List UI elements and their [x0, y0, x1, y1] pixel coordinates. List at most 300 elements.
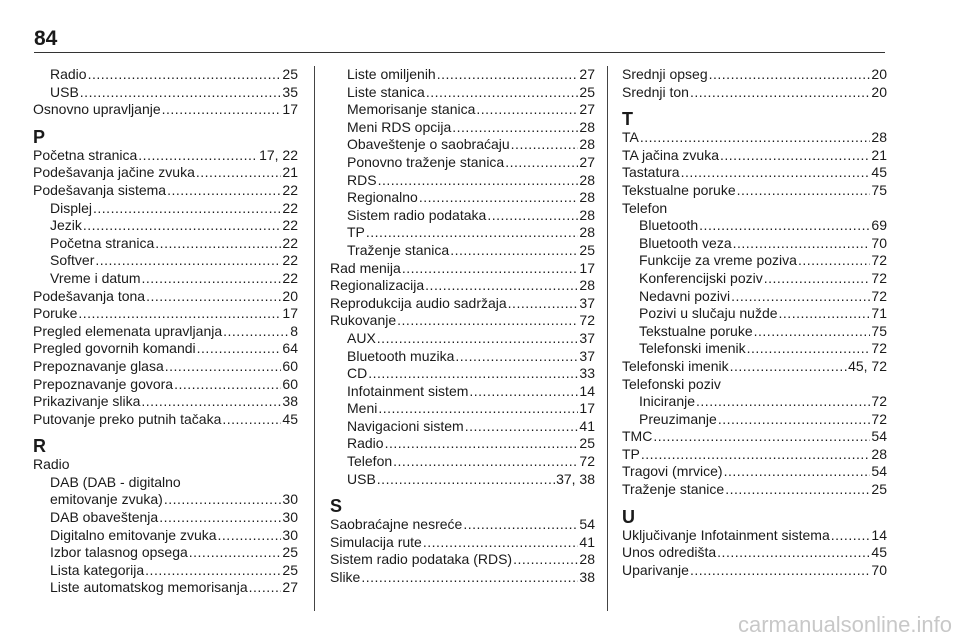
entry-page-ref: 69 [871, 217, 887, 234]
entry-term: TA jačina zvuka [622, 146, 720, 163]
entry-page-ref: 72 [871, 269, 887, 286]
entry-page-ref: 22 [282, 234, 298, 251]
entry-page-ref: 72 [579, 312, 595, 329]
entry-term: Poruke [33, 305, 78, 322]
entry-term: Početna stranica [33, 146, 138, 163]
entry-term: Izbor talasnog opsega [50, 544, 188, 561]
entry-page-ref: 20 [282, 287, 298, 304]
index-entry [33, 376, 298, 394]
entry-page-ref: 17 [282, 305, 298, 322]
entry-page-ref: 75 [871, 322, 887, 339]
entry-term: Unos odredišta [622, 544, 717, 561]
entry-term: Podešavanja jačine zvuka [33, 164, 195, 181]
entry-page-ref: 37 [579, 294, 595, 311]
dot-leader [426, 84, 579, 102]
dot-leader [508, 295, 579, 313]
entry-term: Regionalizacija [330, 277, 425, 294]
dot-leader [725, 481, 870, 499]
dot-leader [366, 224, 579, 242]
index-entry [33, 340, 298, 358]
dot-leader [155, 235, 281, 253]
entry-term: Jezik [50, 217, 82, 234]
index-column-3 [622, 66, 887, 579]
index-subentry [33, 217, 298, 235]
index-entry [622, 428, 887, 446]
entry-term: Iniciranje [639, 393, 696, 410]
entry-page-ref: 22 [282, 269, 298, 286]
entry-term: TP [622, 445, 640, 462]
index-subentry [330, 330, 595, 348]
index-entry [622, 200, 887, 218]
entry-page-ref: 20 [871, 83, 887, 100]
dot-leader [476, 101, 578, 119]
entry-page-ref: 28 [579, 551, 595, 568]
index-letter-heading: U [622, 506, 635, 527]
entry-term: Telefonski poziv [622, 375, 721, 392]
entry-page-ref: 28 [579, 189, 595, 206]
entry-page-ref: 37, 38 [556, 470, 595, 487]
entry-page-ref: 28 [871, 129, 887, 146]
header-rule [34, 52, 885, 53]
entry-page-ref: 75 [871, 181, 887, 198]
entry-term: Regionalno [347, 189, 418, 206]
entry-page-ref: 17 [282, 101, 298, 118]
index-subentry [622, 323, 887, 341]
entry-term: Radio [33, 456, 70, 473]
index-letter-heading: S [330, 496, 343, 517]
index-entry [622, 182, 887, 200]
index-entry [622, 562, 887, 580]
entry-term: TA [622, 129, 639, 146]
index-subentry [330, 119, 595, 137]
entry-term: Radio [347, 435, 384, 452]
entry-page-ref: 41 [579, 533, 595, 550]
entry-page-ref: 25 [579, 83, 595, 100]
index-subentry [33, 562, 298, 580]
index-subentry [33, 474, 298, 492]
dot-leader [197, 340, 282, 358]
index-subentry [330, 418, 595, 436]
entry-term: Slike [330, 569, 361, 586]
index-subentry [330, 172, 595, 190]
entry-term: TP [347, 224, 365, 241]
index-subentry [330, 383, 595, 401]
dot-leader [764, 270, 871, 288]
index-entry [33, 393, 298, 411]
entry-term: Bluetooth veza [639, 234, 732, 251]
entry-page-ref: 22 [282, 217, 298, 234]
entry-page-ref: 41 [579, 417, 595, 434]
index-subentry [33, 527, 298, 545]
entry-page-ref: 14 [579, 382, 595, 399]
column-divider [607, 66, 608, 611]
entry-term: Pregled elemenata upravljanja [33, 322, 223, 339]
entry-term: CD [347, 365, 368, 382]
dot-leader [419, 189, 579, 207]
index-subentry [33, 84, 298, 102]
entry-page-ref: 70 [871, 561, 887, 578]
dot-leader [699, 217, 870, 235]
entry-term: Nedavni pozivi [639, 287, 731, 304]
index-entry [33, 358, 298, 376]
dot-leader [511, 136, 579, 154]
entry-term: Pregled govornih komandi [33, 340, 196, 357]
index-entry [622, 527, 887, 545]
dot-leader [641, 446, 871, 464]
entry-page-ref: 35 [282, 83, 298, 100]
index-entry [33, 164, 298, 182]
dot-leader [437, 66, 579, 84]
entry-page-ref: 60 [282, 357, 298, 374]
index-subentry [330, 136, 595, 154]
dot-leader [78, 305, 281, 323]
entry-page-ref: 71 [871, 305, 887, 322]
entry-page-ref: 37 [579, 347, 595, 364]
dot-leader [377, 330, 579, 348]
index-entry [622, 481, 887, 499]
entry-term: Uparivanje [622, 561, 689, 578]
entry-page-ref: 45 [282, 410, 298, 427]
entry-term: Podešavanja sistema [33, 181, 167, 198]
dot-leader [393, 453, 578, 471]
dot-leader [452, 119, 578, 137]
dot-leader [80, 84, 282, 102]
dot-leader [385, 435, 579, 453]
entry-term: Srednji opseg [622, 66, 708, 82]
index-subentry [33, 579, 298, 597]
index-column-2 [330, 66, 595, 587]
index-subentry [33, 235, 298, 253]
index-subentry [33, 491, 298, 509]
entry-term: DAB obaveštenja [50, 509, 159, 526]
entry-term: Bluetooth muzika [347, 347, 455, 364]
entry-page-ref: 25 [871, 481, 887, 498]
dot-leader [709, 66, 871, 84]
dot-leader [465, 418, 579, 436]
dot-leader [167, 182, 281, 200]
dot-leader [690, 562, 870, 580]
index-subentry [33, 252, 298, 270]
dot-leader [397, 312, 578, 330]
entry-page-ref: 27 [282, 579, 298, 596]
index-letter-heading: T [622, 109, 633, 130]
page-number: 84 [34, 27, 58, 50]
index-subentry [330, 365, 595, 383]
index-subentry [330, 471, 595, 489]
index-subentry [33, 66, 298, 84]
entry-term: Funkcije za vreme poziva [639, 252, 797, 269]
index-subentry [622, 288, 887, 306]
entry-term: Tekstualne poruke [622, 181, 736, 198]
entry-term: Meni RDS opcija [347, 118, 452, 135]
index-entry [33, 147, 298, 165]
entry-term: Podešavanja tona [33, 287, 146, 304]
entry-page-ref: 72 [871, 252, 887, 269]
index-entry [330, 534, 595, 552]
entry-term: emitovanje zvuka) [50, 491, 163, 508]
dot-leader [747, 340, 871, 358]
dot-leader [718, 411, 871, 429]
index-entry [330, 569, 595, 587]
index-entry [330, 312, 595, 330]
entry-term: Reprodukcija audio sadržaja [330, 294, 507, 311]
entry-page-ref: 45 [871, 164, 887, 181]
dot-leader [402, 260, 579, 278]
entry-page-ref: 25 [282, 561, 298, 578]
index-entry [622, 84, 887, 102]
entry-page-ref: 64 [282, 340, 298, 357]
dot-leader [640, 129, 871, 147]
entry-term: Softver [50, 252, 95, 269]
index-subentry [622, 393, 887, 411]
dot-leader [138, 147, 258, 165]
dot-leader [737, 182, 871, 200]
dot-leader [717, 544, 870, 562]
entry-page-ref: 22 [282, 199, 298, 216]
entry-page-ref: 38 [579, 569, 595, 586]
entry-term: Digitalno emitovanje zvuka [50, 526, 217, 543]
entry-page-ref: 70 [871, 234, 887, 251]
entry-term: Telefon [347, 453, 393, 470]
index-subentry [330, 84, 595, 102]
entry-term: Uključivanje Infotainment sistema [622, 526, 830, 543]
dot-leader [196, 164, 282, 182]
dot-leader [162, 101, 282, 119]
entry-term: Prikazivanje slika [33, 393, 141, 410]
entry-page-ref: 28 [579, 118, 595, 135]
entry-term: Tastatura [622, 164, 680, 181]
entry-term: Liste automatskog memorisanja [50, 579, 248, 596]
dot-leader [690, 84, 870, 102]
dot-leader [377, 471, 555, 489]
entry-term: Rukovanje [330, 312, 397, 329]
entry-page-ref: 45, 72 [848, 357, 887, 374]
index-subentry [33, 509, 298, 527]
entry-page-ref: 27 [579, 66, 595, 82]
entry-page-ref: 27 [579, 101, 595, 118]
entry-term: USB [50, 83, 79, 100]
entry-page-ref: 54 [871, 463, 887, 480]
entry-term: Sistem radio podataka [347, 206, 487, 223]
entry-term: TMC [622, 428, 653, 445]
dot-leader [145, 562, 281, 580]
index-subentry [33, 270, 298, 288]
dot-leader [378, 172, 579, 190]
entry-page-ref: 72 [871, 340, 887, 357]
entry-page-ref: 30 [282, 509, 298, 526]
index-entry [622, 164, 887, 182]
dot-leader [487, 207, 578, 225]
entry-page-ref: 28 [579, 136, 595, 153]
entry-term: AUX [347, 329, 376, 346]
entry-term: USB [347, 470, 376, 487]
entry-term: Ponovno traženje stanica [347, 153, 505, 170]
index-subentry [622, 217, 887, 235]
entry-term: Saobraćajne nesreće [330, 516, 463, 533]
entry-term: Liste omiljenih [347, 66, 436, 82]
dot-leader [93, 200, 281, 218]
entry-page-ref: 60 [282, 375, 298, 392]
index-entry [330, 260, 595, 278]
dot-leader [141, 393, 281, 411]
index-subentry [330, 101, 595, 119]
entry-term: Radio [50, 66, 87, 82]
dot-leader [505, 154, 578, 172]
dot-leader [681, 164, 871, 182]
index-subentry [622, 305, 887, 323]
index-entry [622, 66, 887, 84]
entry-term: Liste stanica [347, 83, 425, 100]
entry-term: Prepoznavanje govora [33, 375, 174, 392]
entry-page-ref: 8 [290, 322, 298, 339]
dot-leader [513, 551, 578, 569]
entry-page-ref: 28 [579, 277, 595, 294]
dot-leader [95, 252, 281, 270]
dot-leader [174, 376, 281, 394]
index-entry [33, 456, 298, 474]
index-subentry [330, 189, 595, 207]
index-subentry [330, 400, 595, 418]
dot-leader [159, 509, 281, 527]
index-column-1 [33, 66, 298, 597]
index-subentry [330, 348, 595, 366]
index-entry [33, 182, 298, 200]
watermark: carmanualsonline.info [737, 612, 952, 637]
dot-leader [368, 365, 578, 383]
dot-leader [222, 411, 281, 429]
entry-term: Preuzimanje [639, 410, 717, 427]
entry-page-ref: 21 [871, 146, 887, 163]
index-subentry [330, 66, 595, 84]
entry-page-ref: 21 [282, 164, 298, 181]
index-subentry [330, 435, 595, 453]
entry-term: Traženje stanica [347, 241, 450, 258]
index-entry [33, 101, 298, 119]
entry-term: Bluetooth [639, 217, 699, 234]
index-entry [330, 551, 595, 569]
index-entry [330, 295, 595, 313]
index-entry [33, 305, 298, 323]
dot-leader [223, 323, 289, 341]
entry-term: DAB (DAB - digitalno [50, 473, 181, 490]
index-entry [622, 463, 887, 481]
index-subentry [622, 411, 887, 429]
entry-term: Simulacija rute [330, 533, 422, 550]
entry-term: Telefonski imenik [639, 340, 746, 357]
column-divider [314, 66, 315, 611]
index-subentry [33, 544, 298, 562]
dot-leader [450, 242, 578, 260]
entry-term: Početna stranica [50, 234, 155, 251]
entry-page-ref: 22 [282, 252, 298, 269]
index-subentry [622, 252, 887, 270]
entry-term: Lista kategorija [50, 561, 145, 578]
entry-term: Obaveštenje o saobraćaju [347, 136, 510, 153]
index-subentry [330, 207, 595, 225]
dot-leader [733, 235, 871, 253]
entry-term: Meni [347, 400, 378, 417]
entry-term: Sistem radio podataka (RDS) [330, 551, 513, 568]
index-entry [622, 446, 887, 464]
entry-term: Tragovi (mrvice) [622, 463, 723, 480]
entry-term: Rad menija [330, 259, 401, 276]
index-entry [622, 376, 887, 394]
entry-page-ref: 25 [579, 241, 595, 258]
entry-page-ref: 22 [282, 181, 298, 198]
dot-leader [730, 358, 847, 376]
index-entry [622, 544, 887, 562]
dot-leader [724, 463, 871, 481]
entry-term: Pozivi u slučaju nužde [639, 305, 778, 322]
entry-term: Infotainment sistem [347, 382, 469, 399]
index-subentry [330, 224, 595, 242]
entry-term: Vreme i datum [50, 269, 141, 286]
index-entry [330, 516, 595, 534]
entry-page-ref: 17, 22 [259, 146, 298, 163]
dot-leader [831, 527, 871, 545]
entry-page-ref: 20 [871, 66, 887, 82]
entry-term: Memorisanje stanica [347, 101, 476, 118]
dot-leader [361, 569, 578, 587]
index-subentry [330, 242, 595, 260]
index-letter-heading: P [33, 126, 46, 147]
dot-leader [218, 527, 282, 545]
dot-leader [146, 288, 281, 306]
entry-term: Tekstualne poruke [639, 322, 753, 339]
index-entry [330, 277, 595, 295]
entry-page-ref: 25 [282, 66, 298, 82]
entry-page-ref: 25 [282, 544, 298, 561]
entry-page-ref: 72 [579, 453, 595, 470]
dot-leader [798, 252, 870, 270]
index-subentry [622, 340, 887, 358]
dot-leader [696, 393, 870, 411]
index-entry [33, 288, 298, 306]
entry-page-ref: 37 [579, 329, 595, 346]
index-subentry [330, 154, 595, 172]
index-entry [622, 147, 887, 165]
entry-term: Navigacioni sistem [347, 417, 464, 434]
dot-leader [731, 288, 870, 306]
entry-term: Putovanje preko putnih tačaka [33, 410, 222, 427]
entry-term: RDS [347, 171, 377, 188]
index-subentry [330, 453, 595, 471]
dot-leader [142, 270, 282, 288]
entry-page-ref: 33 [579, 365, 595, 382]
dot-leader [164, 491, 282, 509]
entry-page-ref: 27 [579, 153, 595, 170]
dot-leader [754, 323, 871, 341]
dot-leader [378, 400, 578, 418]
dot-leader [88, 66, 282, 84]
entry-page-ref: 30 [282, 526, 298, 543]
entry-page-ref: 17 [579, 259, 595, 276]
dot-leader [653, 428, 870, 446]
entry-page-ref: 28 [579, 206, 595, 223]
entry-page-ref: 28 [579, 224, 595, 241]
index-subentry [33, 200, 298, 218]
dot-leader [425, 277, 578, 295]
entry-page-ref: 25 [579, 435, 595, 452]
dot-leader [83, 217, 282, 235]
dot-leader [455, 348, 578, 366]
dot-leader [423, 534, 579, 552]
index-entry [622, 129, 887, 147]
entry-page-ref: 54 [579, 516, 595, 533]
dot-leader [189, 544, 282, 562]
entry-page-ref: 45 [871, 544, 887, 561]
index-letter-heading: R [33, 436, 46, 457]
